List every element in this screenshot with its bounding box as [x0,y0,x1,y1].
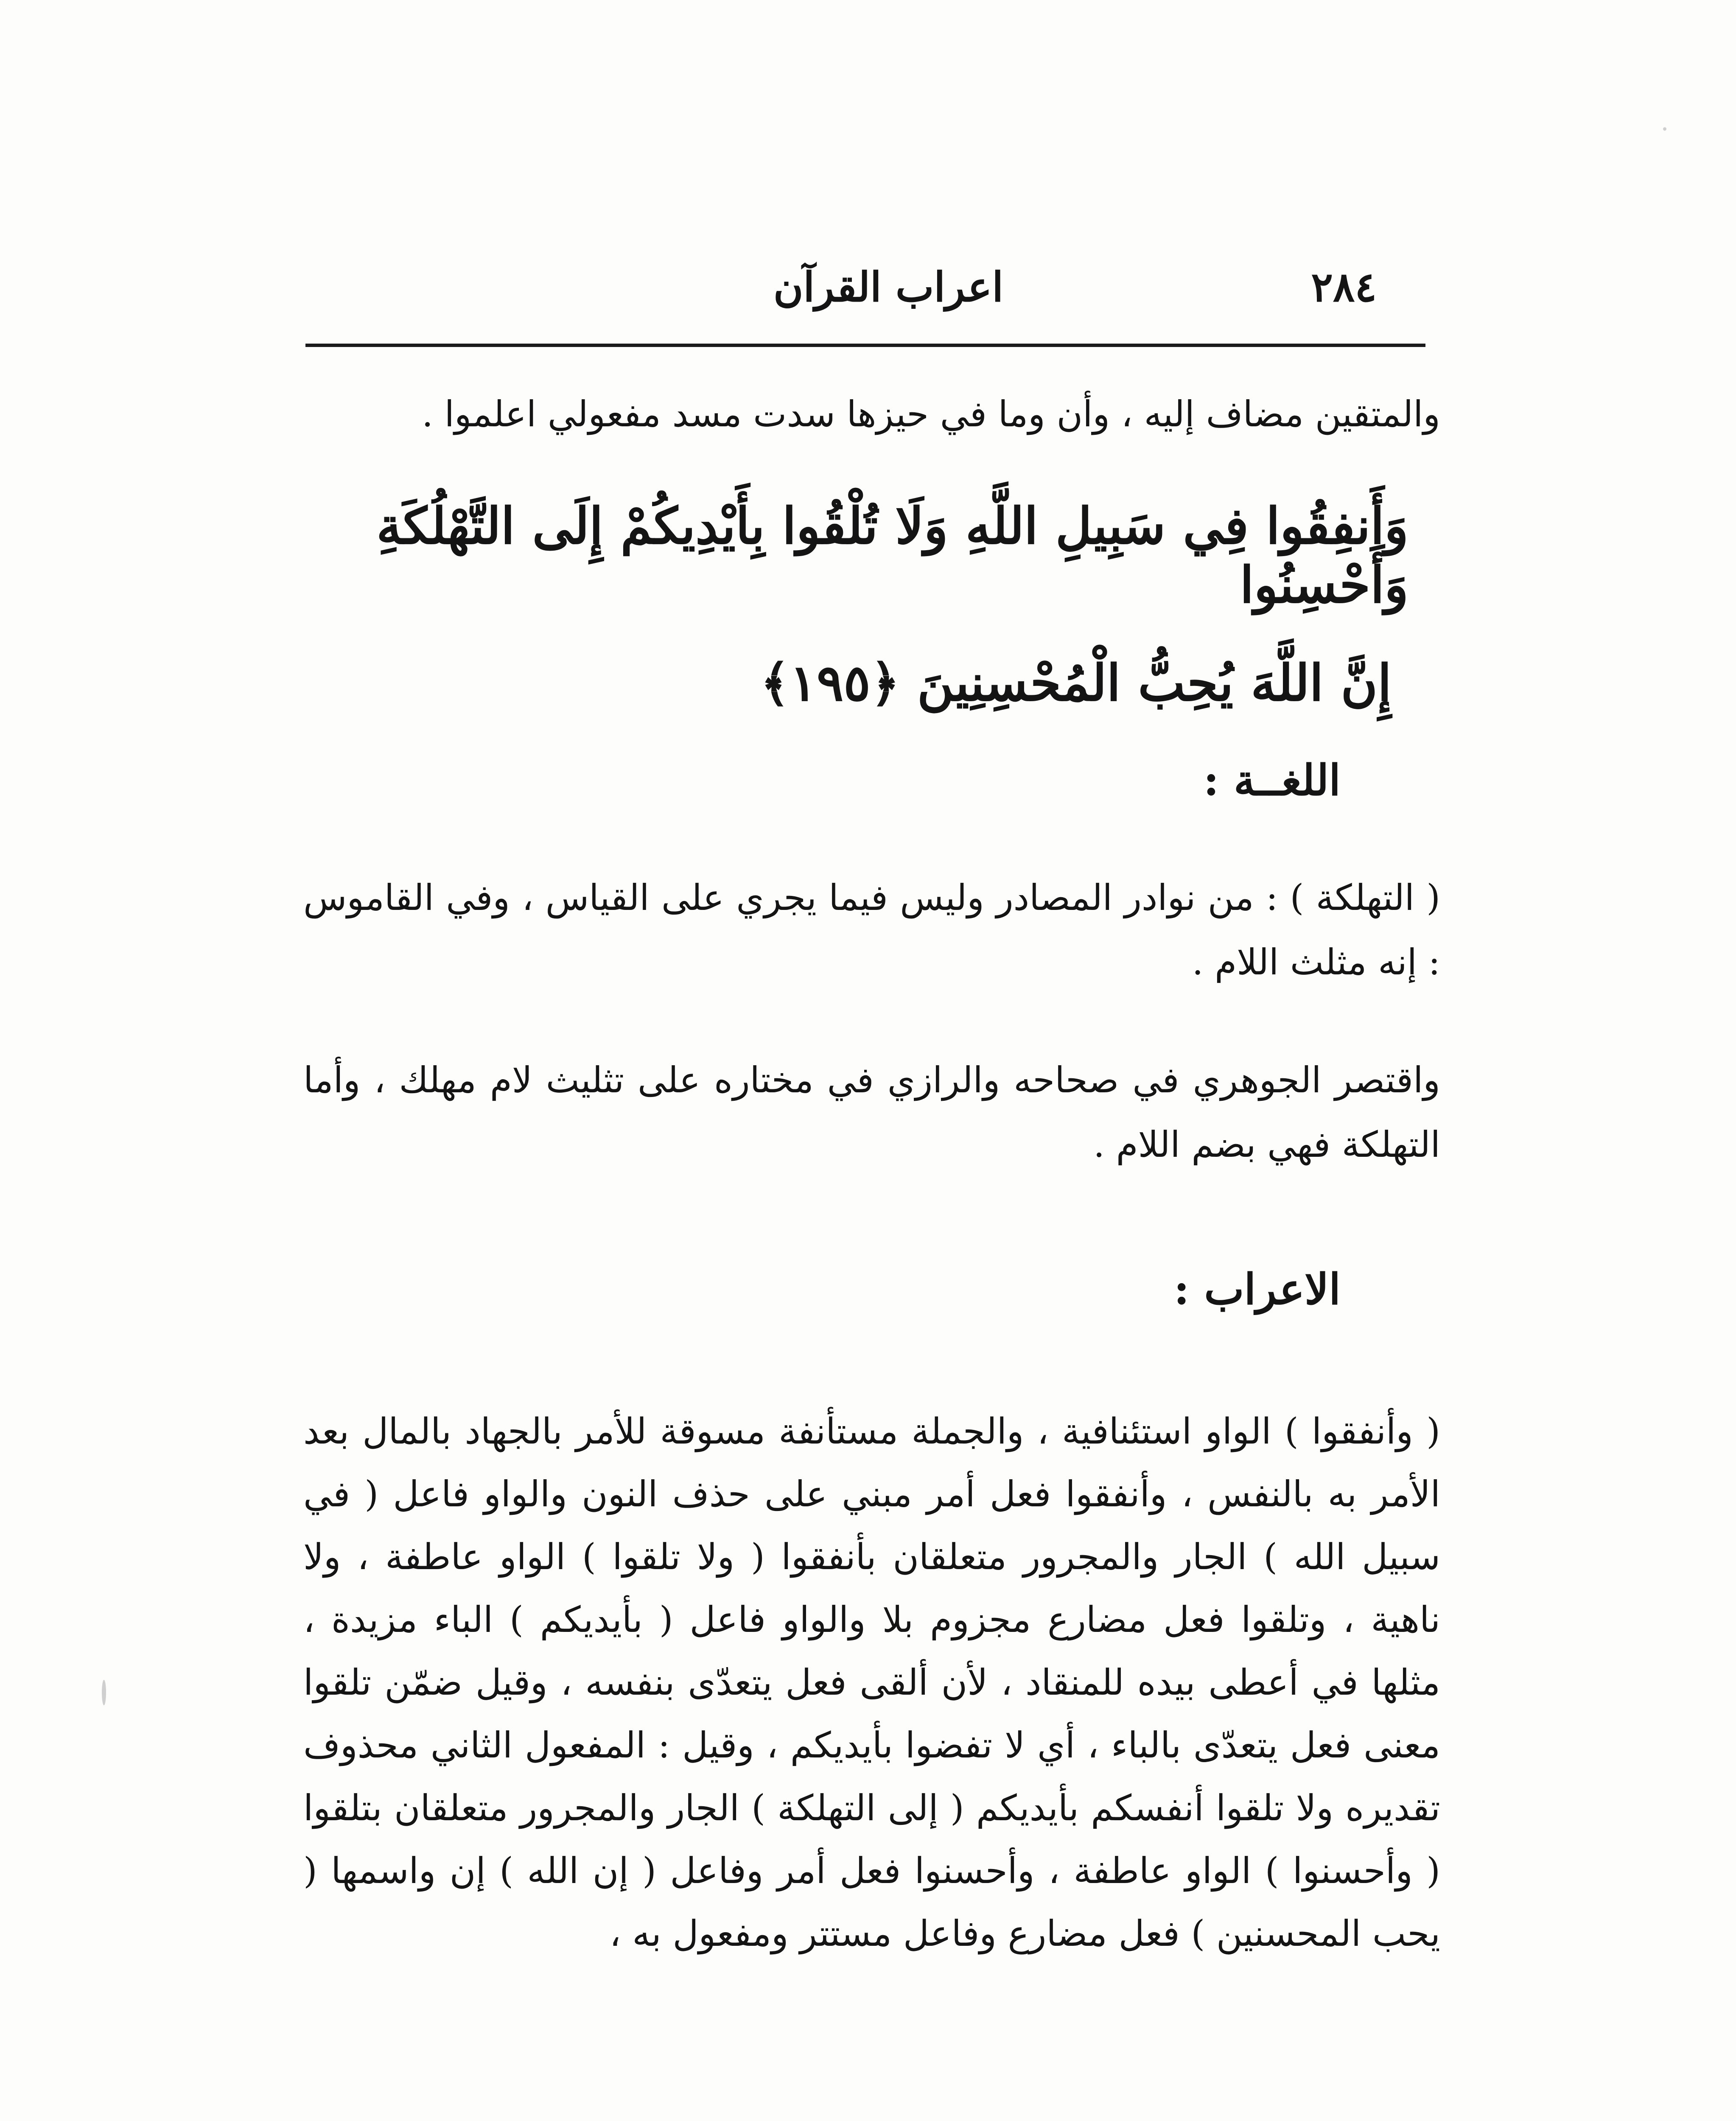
scan-speck [1663,127,1666,131]
page-number: ٢٨٤ [1311,263,1377,311]
page-header [303,250,1428,327]
continuation-line: والمتقين مضاف إليه ، وأن وما في حيزها سدت مسد مفعولي اعلموا . [422,393,1440,435]
scan-speck [102,1680,106,1705]
quran-verse-line-1: وَأَنفِقُوا فِي سَبِيلِ اللَّهِ وَلَا تُلْقُوا بِأَيْدِيكُمْ إِلَى التَّهْلُكَةِ وَأَحْسِنُوا [376,496,1408,614]
grammar-paragraph: ( وأنفقوا ) الواو استئنافية ، والجملة مستأنفة مسوقة للأمر بالجهاد بالمال بعد الأمر به بالنفس ، وأنفقوا فعل أمر مبني على حذف النون والواو فاعل ( في سبيل الله ) الجار والمجرور متعلقان بأنفقوا ( ولا تلقوا ) الواو عاطفة ، ولا ناهية ، وتلقوا فعل مضارع مجزوم بلا والواو فاعل ( بأيديكم ) الباء مزيدة ، مثلها في أعطى بيده للمنقاد ، لأن ألقى فعل يتعدّى بنفسه ، وقيل ضمّن تلقوا معنى فعل يتعدّى بالباء ، أي لا تفضوا بأيديكم ، وقيل : المفعول الثاني محذوف تقديره ولا تلقوا أنفسكم بأيديكم ( إلى التهلكة ) الجار والمجرور متعلقان بتلقوا ( وأحسنوا ) الواو عاطفة ، وأحسنوا فعل أمر وفاعل ( إن الله ) إن واسمها ( يحب المحسنين ) فعل مضارع وفاعل مستتر ومفعول به ، [303,1410,1440,1954]
quran-verse-line-2: إِنَّ اللَّهَ يُحِبُّ الْمُحْسِنِينَ ﴿١٩٥﴾ [760,653,1392,712]
language-paragraph-1: ( التهلكة ) : من نوادر المصادر وليس فيما يجري على القياس ، وفي القاموس : إنه مثلث اللام . [303,877,1440,983]
section-heading-language: اللغــة : [1203,755,1341,805]
section-heading-grammar: الاعراب : [1173,1264,1341,1314]
running-book-title: اعراب القرآن [773,263,1003,311]
language-paragraph-2: واقتصر الجوهري في صحاحه والرازي في مختاره على تثليث لام مهلك ، وأما التهلكة فهي بضم اللام . [303,1059,1440,1165]
header-divider-rule [305,344,1425,347]
